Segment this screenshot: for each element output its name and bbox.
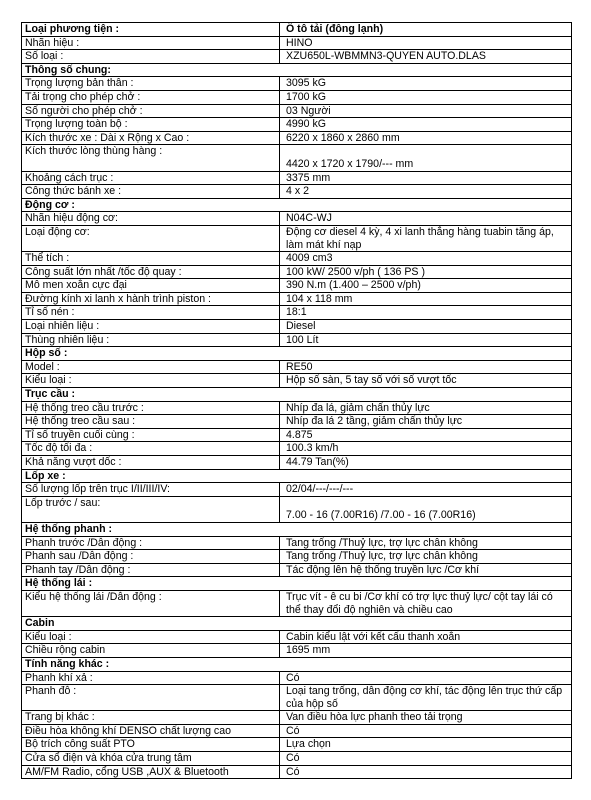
- spec-value: 18:1: [280, 306, 572, 320]
- spec-value: 1700 kG: [280, 90, 572, 104]
- table-row: [22, 536, 572, 550]
- section-title: Tính năng khác :: [22, 657, 572, 671]
- spec-label: Nhãn hiệu :: [22, 36, 280, 50]
- spec-label: Số lượng lốp trên trục I/II/III/IV:: [22, 483, 280, 497]
- table-row: [22, 252, 572, 266]
- spec-value: Diesel: [280, 320, 572, 334]
- table-row: [22, 752, 572, 766]
- spec-label: Khoảng cách trục :: [22, 171, 280, 185]
- section-title: Lốp xe :: [22, 469, 572, 483]
- spec-label: AM/FM Radio, cổng USB ,AUX & Bluetooth: [22, 765, 280, 779]
- section-header: [22, 577, 572, 591]
- section-title: Động cơ :: [22, 198, 572, 212]
- spec-value: Động cơ diesel 4 kỳ, 4 xi lanh thẳng hàng tuabin tăng áp, làm mát khí nạp: [280, 225, 572, 251]
- spec-value: Trục vít - ê cu bi /Cơ khí có trợ lực thuỷ lực/ cột tay lái có thể thay đổi độ nghiên và chiều cao: [280, 590, 572, 616]
- table-row: [22, 118, 572, 132]
- section-title: Hệ thống lái :: [22, 577, 572, 591]
- section-title: Hộp số :: [22, 347, 572, 361]
- spec-label: Lốp trước / sau:: [22, 496, 280, 522]
- spec-label: Điều hòa không khí DENSO chất lượng cao: [22, 724, 280, 738]
- section-header: [22, 388, 572, 402]
- spec-value: XZU650L-WBMMN3-QUYEN AUTO.DLAS: [280, 50, 572, 64]
- spec-value: Nhíp đa lá 2 tầng, giảm chấn thủy lực: [280, 415, 572, 429]
- spec-value: Có: [280, 765, 572, 779]
- table-row: [22, 428, 572, 442]
- spec-label: Phanh tay /Dẫn động :: [22, 563, 280, 577]
- spec-label: Phanh sau /Dẫn động :: [22, 550, 280, 564]
- spec-value: 390 N.m (1.400 – 2500 v/ph): [280, 279, 572, 293]
- spec-value: 3375 mm: [280, 171, 572, 185]
- table-row: [22, 738, 572, 752]
- spec-label: Kiểu loại :: [22, 630, 280, 644]
- spec-table: [21, 22, 572, 779]
- spec-label: Đường kính xi lanh x hành trình piston :: [22, 292, 280, 306]
- spec-value: 4420 x 1720 x 1790/--- mm: [280, 145, 572, 171]
- spec-label: Trọng lượng bản thân :: [22, 77, 280, 91]
- spec-label: Phanh đỗ :: [22, 685, 280, 711]
- spec-value: Cabin kiểu lật với kết cấu thanh xoắn: [280, 630, 572, 644]
- spec-value: Van điều hòa lực phanh theo tải trọng: [280, 711, 572, 725]
- spec-label: Số loại :: [22, 50, 280, 64]
- section-title: Cabin: [22, 617, 572, 631]
- spec-label: Công suất lớn nhất /tốc độ quay :: [22, 265, 280, 279]
- table-row: [22, 77, 572, 91]
- section-title: Hệ thống phanh :: [22, 522, 572, 536]
- spec-value: Ô tô tải (đông lạnh): [280, 23, 572, 37]
- spec-value: 4 x 2: [280, 185, 572, 199]
- spec-label: Thùng nhiên liệu :: [22, 333, 280, 347]
- table-row: [22, 185, 572, 199]
- section-header: [22, 198, 572, 212]
- spec-value: Tác động lên hệ thống truyền lực /Cơ khí: [280, 563, 572, 577]
- spec-label: Loại phương tiện :: [22, 23, 280, 37]
- spec-value: Có: [280, 671, 572, 685]
- spec-label: Phanh trước /Dẫn động :: [22, 536, 280, 550]
- spec-label: Thể tích :: [22, 252, 280, 266]
- section-title: Thông số chung:: [22, 63, 572, 77]
- table-header-row: [22, 23, 572, 37]
- spec-value: 4.875: [280, 428, 572, 442]
- spec-value: Hộp số sàn, 5 tay số với số vượt tốc: [280, 374, 572, 388]
- section-title: Trục cầu :: [22, 388, 572, 402]
- spec-label: Cửa sổ điện và khóa cửa trung tâm: [22, 752, 280, 766]
- spec-value: HINO: [280, 36, 572, 50]
- spec-table-body: [22, 23, 572, 779]
- spec-value: Lựa chọn: [280, 738, 572, 752]
- spec-label: Tỉ số truyền cuối cùng :: [22, 428, 280, 442]
- spec-label: Tỉ số nén :: [22, 306, 280, 320]
- spec-label: Kiểu hệ thống lái /Dẫn động :: [22, 590, 280, 616]
- spec-label: Tốc độ tối đa :: [22, 442, 280, 456]
- table-row: [22, 563, 572, 577]
- table-row: [22, 415, 572, 429]
- table-row: [22, 145, 572, 171]
- spec-value: 6220 x 1860 x 2860 mm: [280, 131, 572, 145]
- spec-label: Kiểu loại :: [22, 374, 280, 388]
- spec-label: Trọng lượng toàn bộ :: [22, 118, 280, 132]
- section-header: [22, 469, 572, 483]
- spec-label: Loại động cơ:: [22, 225, 280, 251]
- spec-label: Model :: [22, 360, 280, 374]
- spec-label: Số người cho phép chở :: [22, 104, 280, 118]
- section-header: [22, 657, 572, 671]
- table-row: [22, 131, 572, 145]
- spec-value: 7.00 - 16 (7.00R16) /7.00 - 16 (7.00R16): [280, 496, 572, 522]
- spec-value: Loại tang trống, dẫn động cơ khí, tác động lên trục thứ cấp của hộp số: [280, 685, 572, 711]
- table-row: [22, 374, 572, 388]
- spec-label: Loại nhiên liệu :: [22, 320, 280, 334]
- spec-label: Hệ thống treo cầu sau :: [22, 415, 280, 429]
- section-header: [22, 617, 572, 631]
- spec-value: 100 kW/ 2500 v/ph ( 136 PS ): [280, 265, 572, 279]
- table-row: [22, 496, 572, 522]
- table-row: [22, 644, 572, 658]
- table-row: [22, 50, 572, 64]
- spec-label: Công thức bánh xe :: [22, 185, 280, 199]
- table-row: [22, 550, 572, 564]
- spec-value: 44.79 Tan(%): [280, 456, 572, 470]
- spec-label: Tải trọng cho phép chở :: [22, 90, 280, 104]
- spec-value: 100 Lít: [280, 333, 572, 347]
- table-row: [22, 36, 572, 50]
- table-row: [22, 401, 572, 415]
- spec-value: 100.3 km/h: [280, 442, 572, 456]
- spec-label: Mô men xoắn cực đại: [22, 279, 280, 293]
- table-row: [22, 292, 572, 306]
- spec-value: RE50: [280, 360, 572, 374]
- section-header: [22, 63, 572, 77]
- spec-value: Nhíp đa lá, giảm chấn thủy lực: [280, 401, 572, 415]
- spec-value: N04C-WJ: [280, 212, 572, 226]
- table-row: [22, 630, 572, 644]
- spec-value: 03 Người: [280, 104, 572, 118]
- spec-value: 1695 mm: [280, 644, 572, 658]
- spec-value: Có: [280, 752, 572, 766]
- spec-label: Hệ thống treo cầu trước :: [22, 401, 280, 415]
- spec-value: Tang trống /Thuỷ lực, trợ lực chân không: [280, 536, 572, 550]
- spec-label: Chiều rộng cabin: [22, 644, 280, 658]
- table-row: [22, 90, 572, 104]
- spec-value: 104 x 118 mm: [280, 292, 572, 306]
- table-row: [22, 306, 572, 320]
- table-row: [22, 320, 572, 334]
- table-row: [22, 212, 572, 226]
- table-row: [22, 456, 572, 470]
- table-row: [22, 171, 572, 185]
- spec-value: 02/04/---/---/---: [280, 483, 572, 497]
- spec-label: Nhãn hiệu động cơ:: [22, 212, 280, 226]
- table-row: [22, 590, 572, 616]
- spec-value: 3095 kG: [280, 77, 572, 91]
- table-row: [22, 265, 572, 279]
- table-row: [22, 724, 572, 738]
- spec-label: Trang bị khác :: [22, 711, 280, 725]
- spec-label: Khả năng vượt dốc :: [22, 456, 280, 470]
- spec-label: Bộ trích công suất PTO: [22, 738, 280, 752]
- table-row: [22, 765, 572, 779]
- spec-value: 4009 cm3: [280, 252, 572, 266]
- table-row: [22, 685, 572, 711]
- spec-label: Phanh khí xả :: [22, 671, 280, 685]
- spec-label: Kích thước lòng thùng hàng :: [22, 145, 280, 171]
- table-row: [22, 104, 572, 118]
- section-header: [22, 347, 572, 361]
- table-row: [22, 442, 572, 456]
- spec-value: 4990 kG: [280, 118, 572, 132]
- table-row: [22, 671, 572, 685]
- table-row: [22, 225, 572, 251]
- table-row: [22, 360, 572, 374]
- table-row: [22, 279, 572, 293]
- spec-value: Tang trống /Thuỷ lực, trợ lực chân không: [280, 550, 572, 564]
- table-row: [22, 483, 572, 497]
- section-header: [22, 522, 572, 536]
- spec-label: Kích thước xe : Dài x Rộng x Cao :: [22, 131, 280, 145]
- spec-value: Có: [280, 724, 572, 738]
- table-row: [22, 333, 572, 347]
- table-row: [22, 711, 572, 725]
